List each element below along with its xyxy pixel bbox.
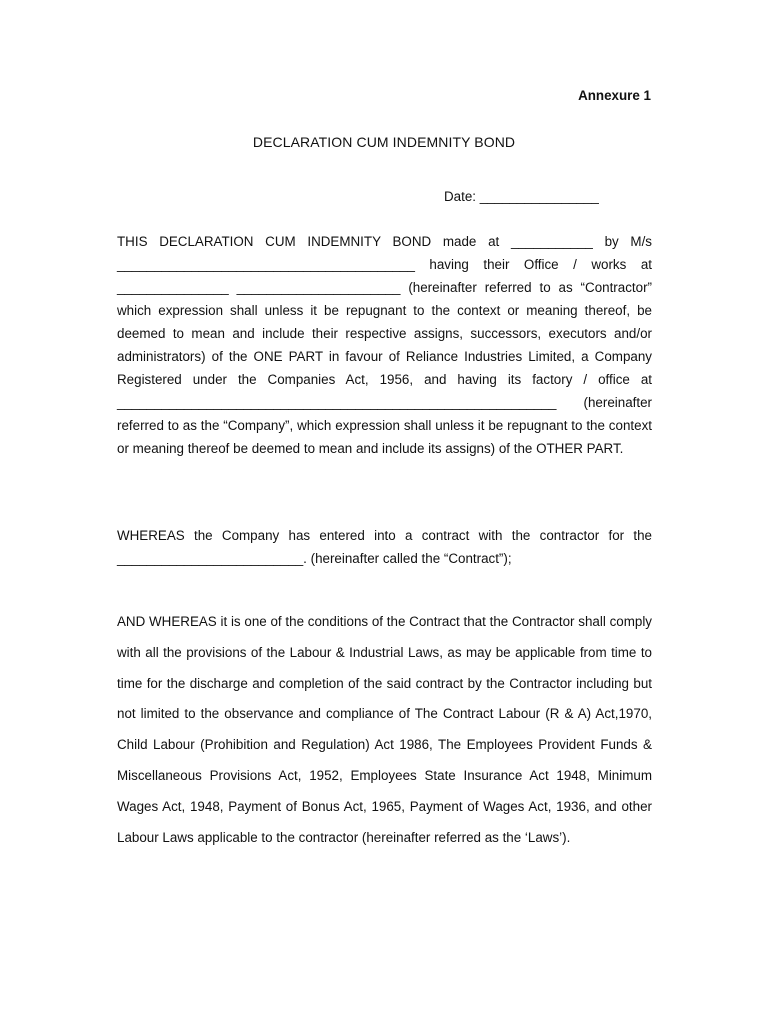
date-line: Date: ________________: [444, 189, 599, 204]
document-title: DECLARATION CUM INDEMNITY BOND: [252, 134, 516, 150]
paragraph-and-whereas: AND WHEREAS it is one of the conditions of the Contract that the Contractor shall comply with all the provisions of the Labour & Industrial Laws, as may be applicable from time to time for the discharge and completion of the said contract by the Contractor including but not limited to the observance and compliance of The Contract Labour (R & A) Act,1970, Child Labour (Prohibition and Regulation) Act 1986, The Employees Provident Funds & Miscellaneous Provisions Act, 1952, Employees State Insurance Act 1948, Minimum Wages Act, 1948, Payment of Bonus Act, 1965, Payment of Wages Act, 1936, and other Labour Laws applicable to the contractor (hereinafter referred as the ‘Laws’).: [117, 614, 652, 845]
paragraph-whereas: WHEREAS the Company has entered into a contract with the contractor for the _________________________. (hereinafter called the “Contract”);: [117, 528, 652, 566]
paragraph-declaration: THIS DECLARATION CUM INDEMNITY BOND made at ___________ by M/s ________________________________________ having their Office / works at _______________ ______________________ (hereinafter referred to as “Contractor” which expression shall unless it be repugnant to the context or meaning thereof, be deemed to mean and include their respective assigns, successors, executors and/or administrators) of the ONE PART in favour of Reliance Industries Limited, a Company Registered under the Companies Act, 1956, and having its factory / office at ___________________________________________________________ (hereinafter referred to as the “Company”, which expression shall unless it be repugnant to the context or meaning thereof be deemed to mean and include its assigns) of the OTHER PART.: [117, 234, 652, 456]
annexure-label: Annexure 1: [578, 88, 651, 103]
